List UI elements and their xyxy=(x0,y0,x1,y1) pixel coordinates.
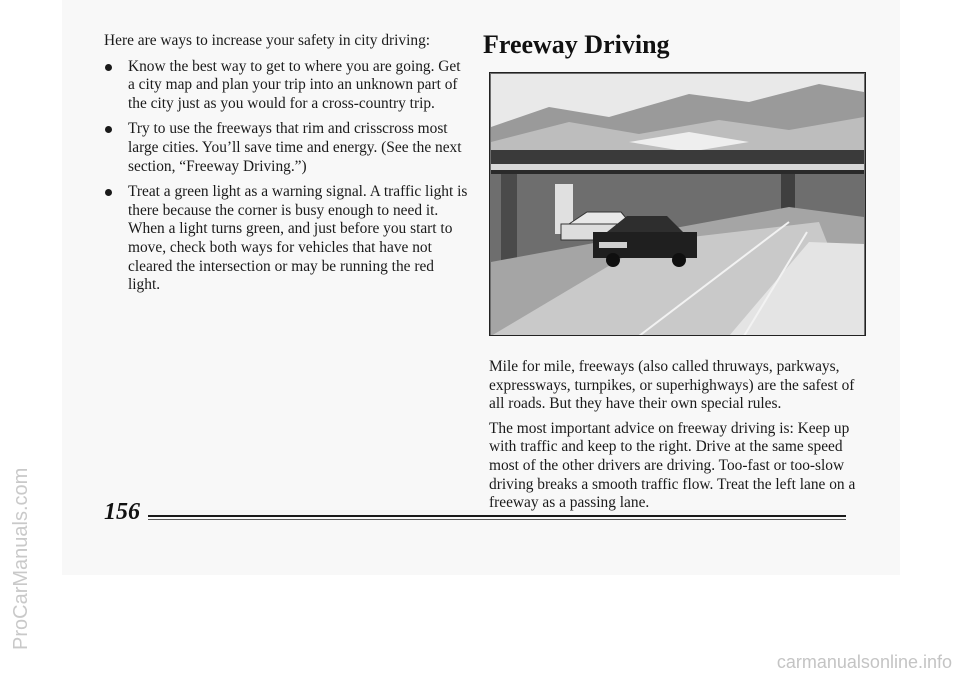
watermark-bottom: carmanualsonline.info xyxy=(776,652,952,672)
footer-rule xyxy=(148,515,846,517)
freeway-illustration xyxy=(489,72,866,336)
list-item: Try to use the freeways that rim and crisscross most large cities. You’ll save time and energy. (See the next section, “Freeway Driving.”) xyxy=(104,120,469,176)
footer-rule-thin xyxy=(148,519,846,520)
left-column xyxy=(104,32,469,302)
safety-tips-list xyxy=(104,58,469,295)
intro-text: Here are ways to increase your safety in city driving: xyxy=(104,32,431,49)
section-heading: Freeway Driving xyxy=(483,30,670,59)
watermark-left-text: ProCarManuals.com xyxy=(10,467,32,650)
right-column xyxy=(483,30,868,519)
list-item: Treat a green light as a warning signal. A traffic light is there because the corner is busy enough to need it. When a light turns green, and just before you start to move, check both ways for vehicles that have not cleared the intersection or may be running the red light. xyxy=(104,183,469,295)
freeway-paragraph: The most important advice on freeway driving is: Keep up with traffic and keep to the right. Drive at the same speed most of the other drivers are driving. Too-fast or too-slow driving breaks a smooth traffic flow. Treat the left lane on a freeway as a passing lane. xyxy=(489,419,856,512)
list-item: Know the best way to get to where you are going. Get a city map and plan your trip into an unknown part of the city just as you would for a cross-country trip. xyxy=(104,58,469,114)
freeway-paragraph: Mile for mile, freeways (also called thruways, parkways, expressways, turnpikes, or superhighways) are the safest of all roads. But they have their own special rules. xyxy=(489,358,855,413)
page-number: 156 xyxy=(104,499,140,525)
